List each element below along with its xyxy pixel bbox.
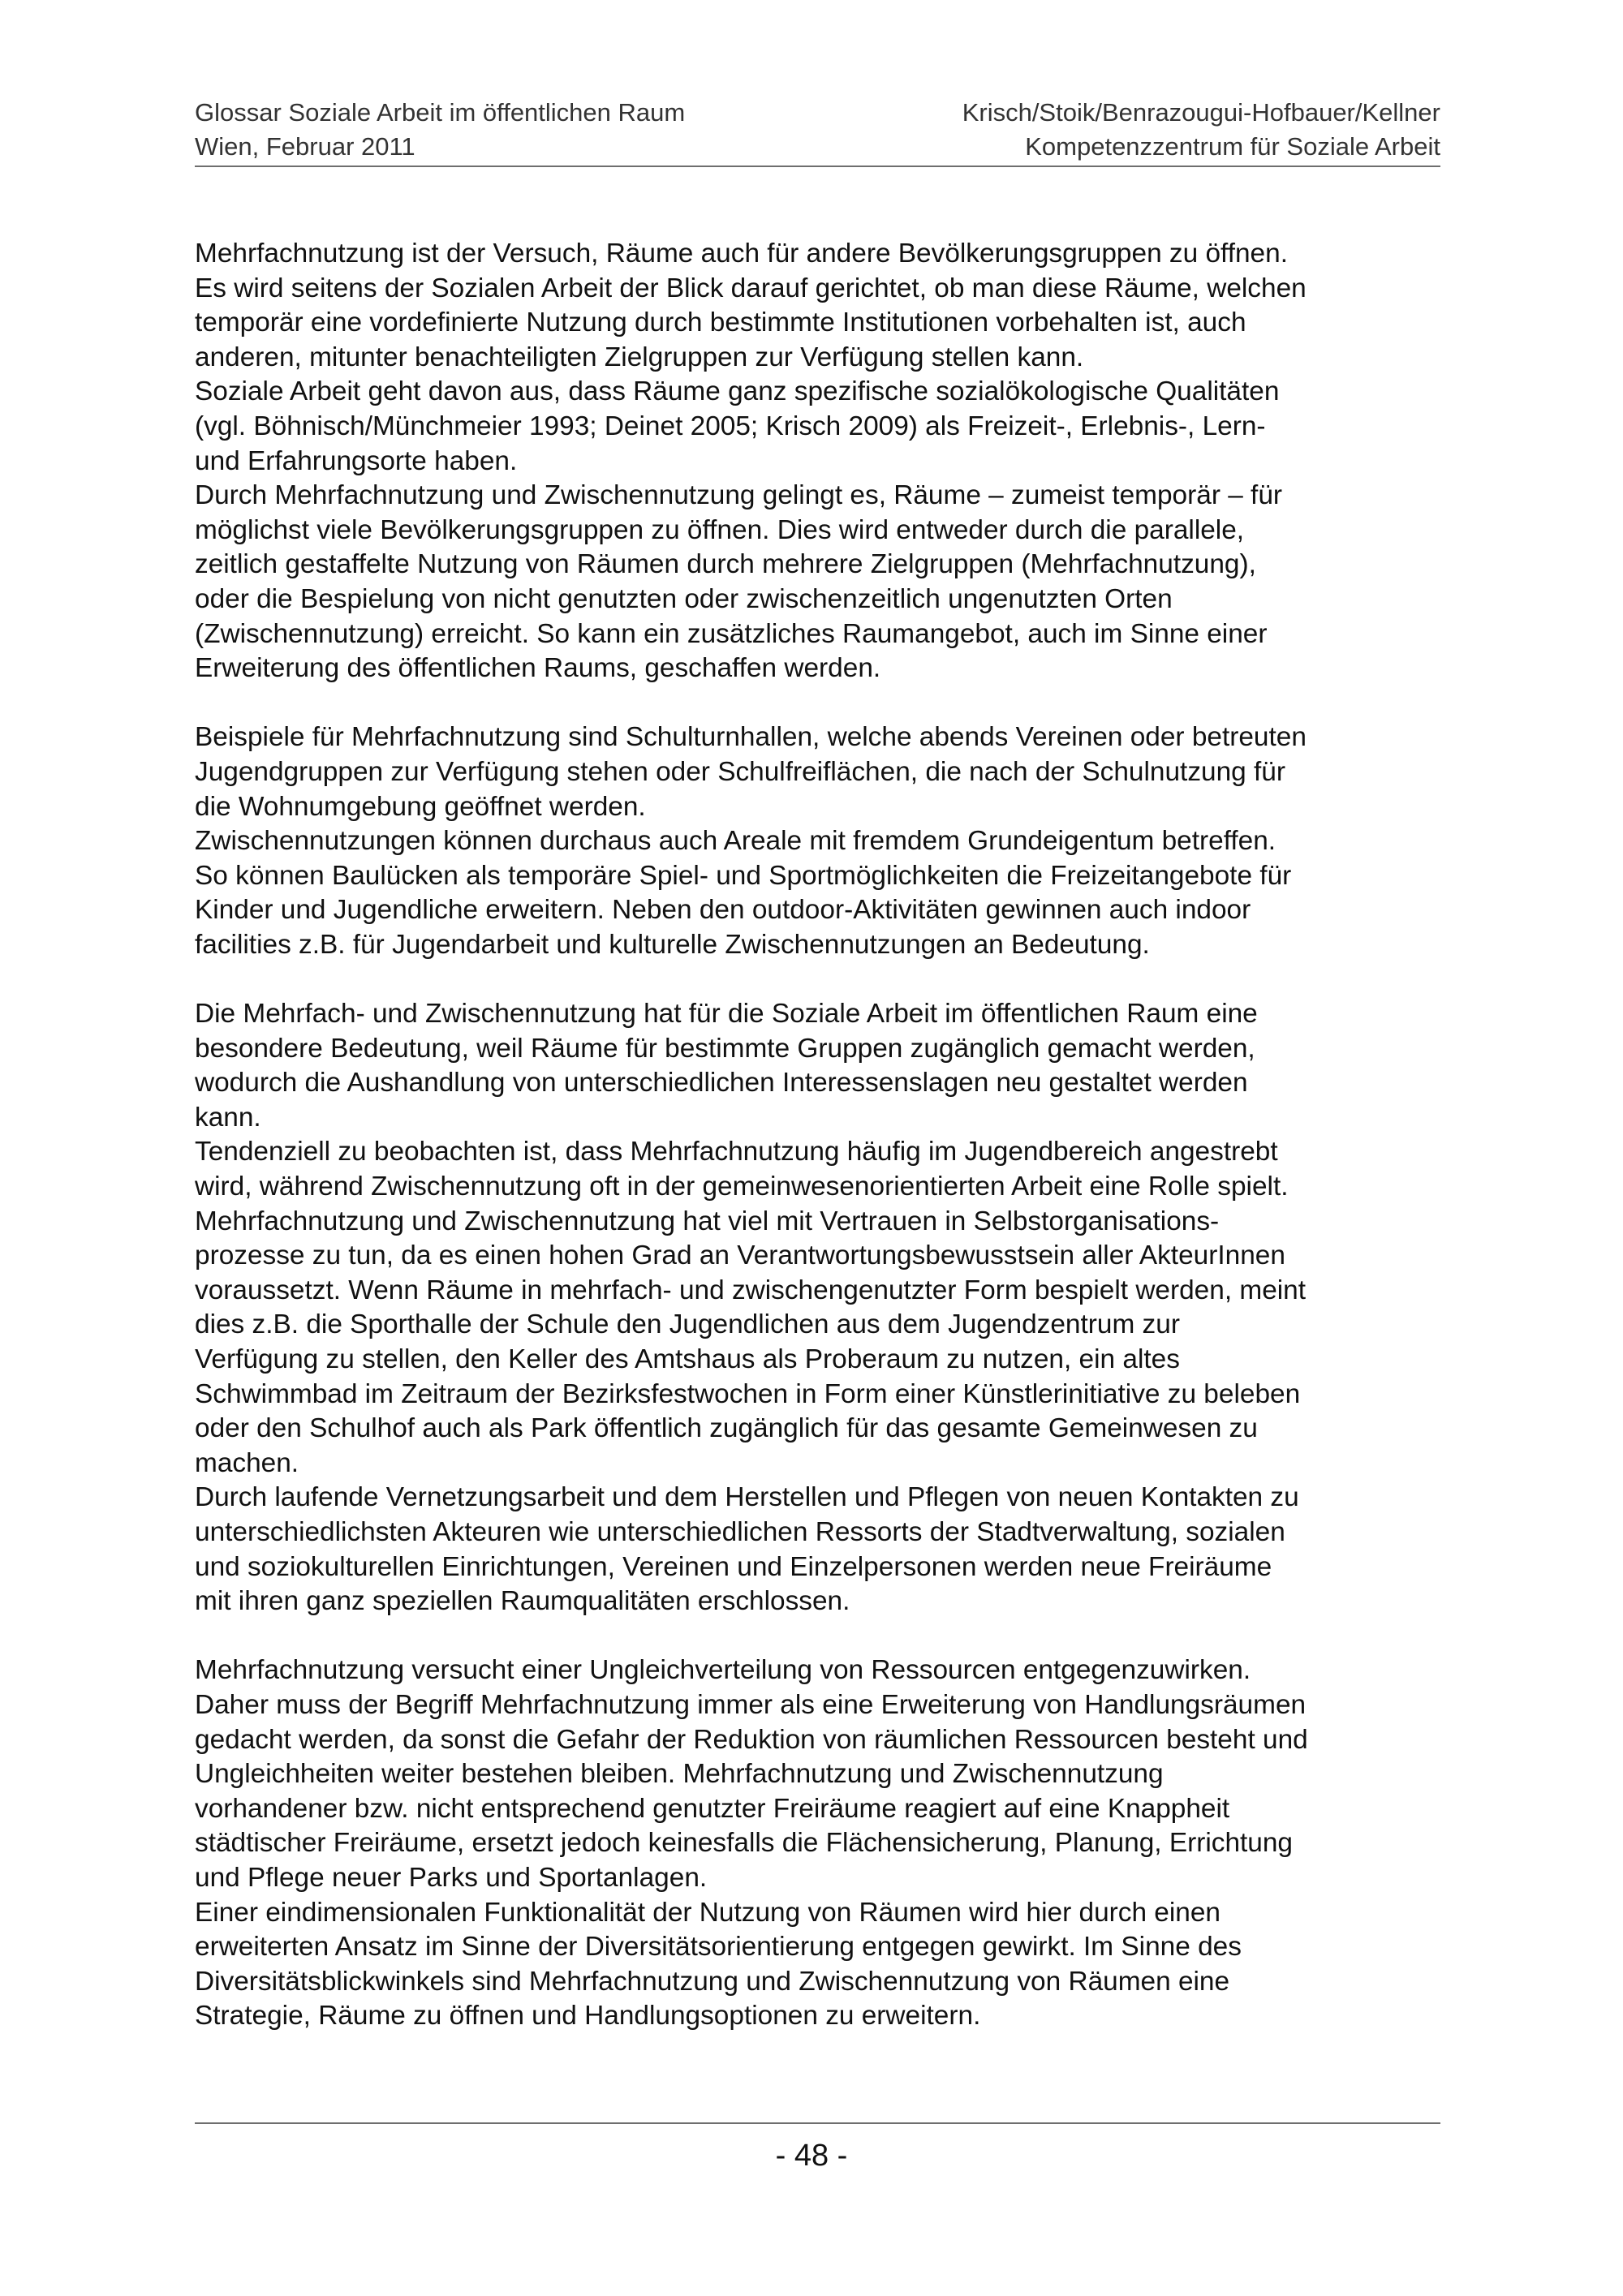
paragraph-gap — [195, 686, 1440, 721]
header-glossary-title: Glossar Soziale Arbeit im öffentlichen Raum — [195, 98, 686, 127]
page-number: - 48 - — [775, 2139, 848, 2173]
paragraph-3: Die Mehrfach- und Zwischennutzung hat für die Soziale Arbeit im öffentlichen Raum eine besondere Bedeutung, weil Räume für bestimmte Gruppen zugänglich gemacht werden, wodurch die Aushandlung von unterschiedlichen Interessenslagen neu gestaltet werden kann. Tendenziell zu beobachten ist, dass Mehrfachnutzung häufig im Jugendbereich angestrebt wird, während Zwischennutzung oft in der gemeinwesenorientierten Arbeit eine Rolle spielt. Mehrfachnutzung und Zwischennutzung hat viel mit Vertrauen in Selbstorganisations- prozesse zu tun, da es einen hohen Grad an Verantwortungsbewusstsein aller AkteurInnen voraussetzt. Wenn Räume in mehrfach- und zwischengenutzter Form bespielt werden, meint dies z.B. die Sporthalle der Schule den Jugendlichen aus dem Jugendzentrum zur Verfügung zu stellen, den Keller des Amtshaus als Proberaum zu nutzen, ein altes Schwimmbad im Zeitraum der Bezirksfestwochen in Form einer Künstlerinitiative zu beleben oder den Schulhof auch als Park öffentlich zugänglich für das gesamte Gemeinwesen zu machen. Durch laufende Vernetzungsarbeit und dem Herstellen und Pflegen von neuen Kontakten zu unterschiedlichsten Akteuren wie unterschiedlichen Ressorts der Stadtverwaltung, sozialen und soziokulturellen Einrichtungen, Vereinen und Einzelpersonen werden neue Freiräume mit ihren ganz speziellen Raumqualitäten erschlossen. — [195, 999, 1307, 1617]
header-right — [962, 96, 1440, 164]
paragraph-4: Mehrfachnutzung versucht einer Ungleichverteilung von Ressourcen entgegenzuwirken. Daher muss der Begriff Mehrfachnutzung immer als eine Erweiterung von Handlungsräumen gedacht werden, da sonst die Gefahr der Reduktion von räumlichen Ressourcen besteht und Ungleichheiten weiter bestehen bleiben. Mehrfachnutzung und Zwischennutzung vorhandener bzw. nicht entsprechend genutzter Freiräume reagiert auf eine Knappheit städtischer Freiräume, ersetzt jedoch keinesfalls die Flächensicherung, Planung, Errichtung und Pflege neuer Parks und Sportanlagen. Einer eindimensionalen Funktionalität der Nutzung von Räumen wird hier durch einen erweiterten Ansatz im Sinne der Diversitätsorientierung entgegen gewirkt. Im Sinne des Diversitätsblickwinkels sind Mehrfachnutzung und Zwischennutzung von Räumen eine Strategie, Räume zu öffnen und Handlungsoptionen zu erweitern. — [195, 1655, 1308, 2032]
header-institution: Kompetenzzentrum für Soziale Arbeit — [1025, 132, 1440, 161]
header-place-date: Wien, Februar 2011 — [195, 132, 415, 161]
paragraph-2: Beispiele für Mehrfachnutzung sind Schulturnhallen, welche abends Vereinen oder betreuten Jugendgruppen zur Verfügung stehen oder Schulfreiflächen, die nach der Schulnutzung für die Wohnumgebung geöffnet werden. Zwischennutzungen können durchaus auch Areale mit fremdem Grundeigentum betreffen. So können Baulücken als temporäre Spiel- und Sportmöglichkeiten die Freizeitangebote für Kinder und Jugendliche erweitern. Neben den outdoor-Aktivitäten gewinnen auch indoor facilities z.B. für Jugendarbeit und kulturelle Zwischennutzungen an Bedeutung. — [195, 722, 1307, 960]
body-text — [195, 237, 1440, 2034]
page-header — [195, 96, 1440, 167]
paragraph-gap — [195, 1619, 1440, 1654]
header-left — [195, 96, 685, 164]
header-authors: Krisch/Stoik/Benrazougui-Hofbauer/Kellner — [962, 98, 1440, 127]
paragraph-1: Mehrfachnutzung ist der Versuch, Räume auch für andere Bevölkerungsgruppen zu öffnen. Es wird seitens der Sozialen Arbeit der Blick darauf gerichtet, ob man diese Räume, welchen temporär eine vordefinierte Nutzung durch bestimmte Institutionen vorbehalten ist, auch anderen, mitunter benachteiligten Zielgruppen zur Verfügung stellen kann. Soziale Arbeit geht davon aus, dass Räume ganz spezifische sozialökologische Qualitäten (vgl. Böhnisch/Münchmeier 1993; Deinet 2005; Krisch 2009) als Freizeit-, Erlebnis-, Lern- und Erfahrungsorte haben. Durch Mehrfachnutzung und Zwischennutzung gelingt es, Räume – zumeist temporär – für möglichst viele Bevölkerungsgruppen zu öffnen. Dies wird entweder durch die parallele, zeitlich gestaffelte Nutzung von Räumen durch mehrere Zielgruppen (Mehrfachnutzung), oder die Bespielung von nicht genutzten oder zwischenzeitlich ungenutzten Orten (Zwischennutzung) erreicht. So kann ein zusätzliches Raumangebot, auch im Sinne einer Erweiterung des öffentlichen Raums, geschaffen werden. — [195, 239, 1307, 684]
paragraph-gap — [195, 962, 1440, 997]
footer-divider — [195, 2122, 1440, 2124]
